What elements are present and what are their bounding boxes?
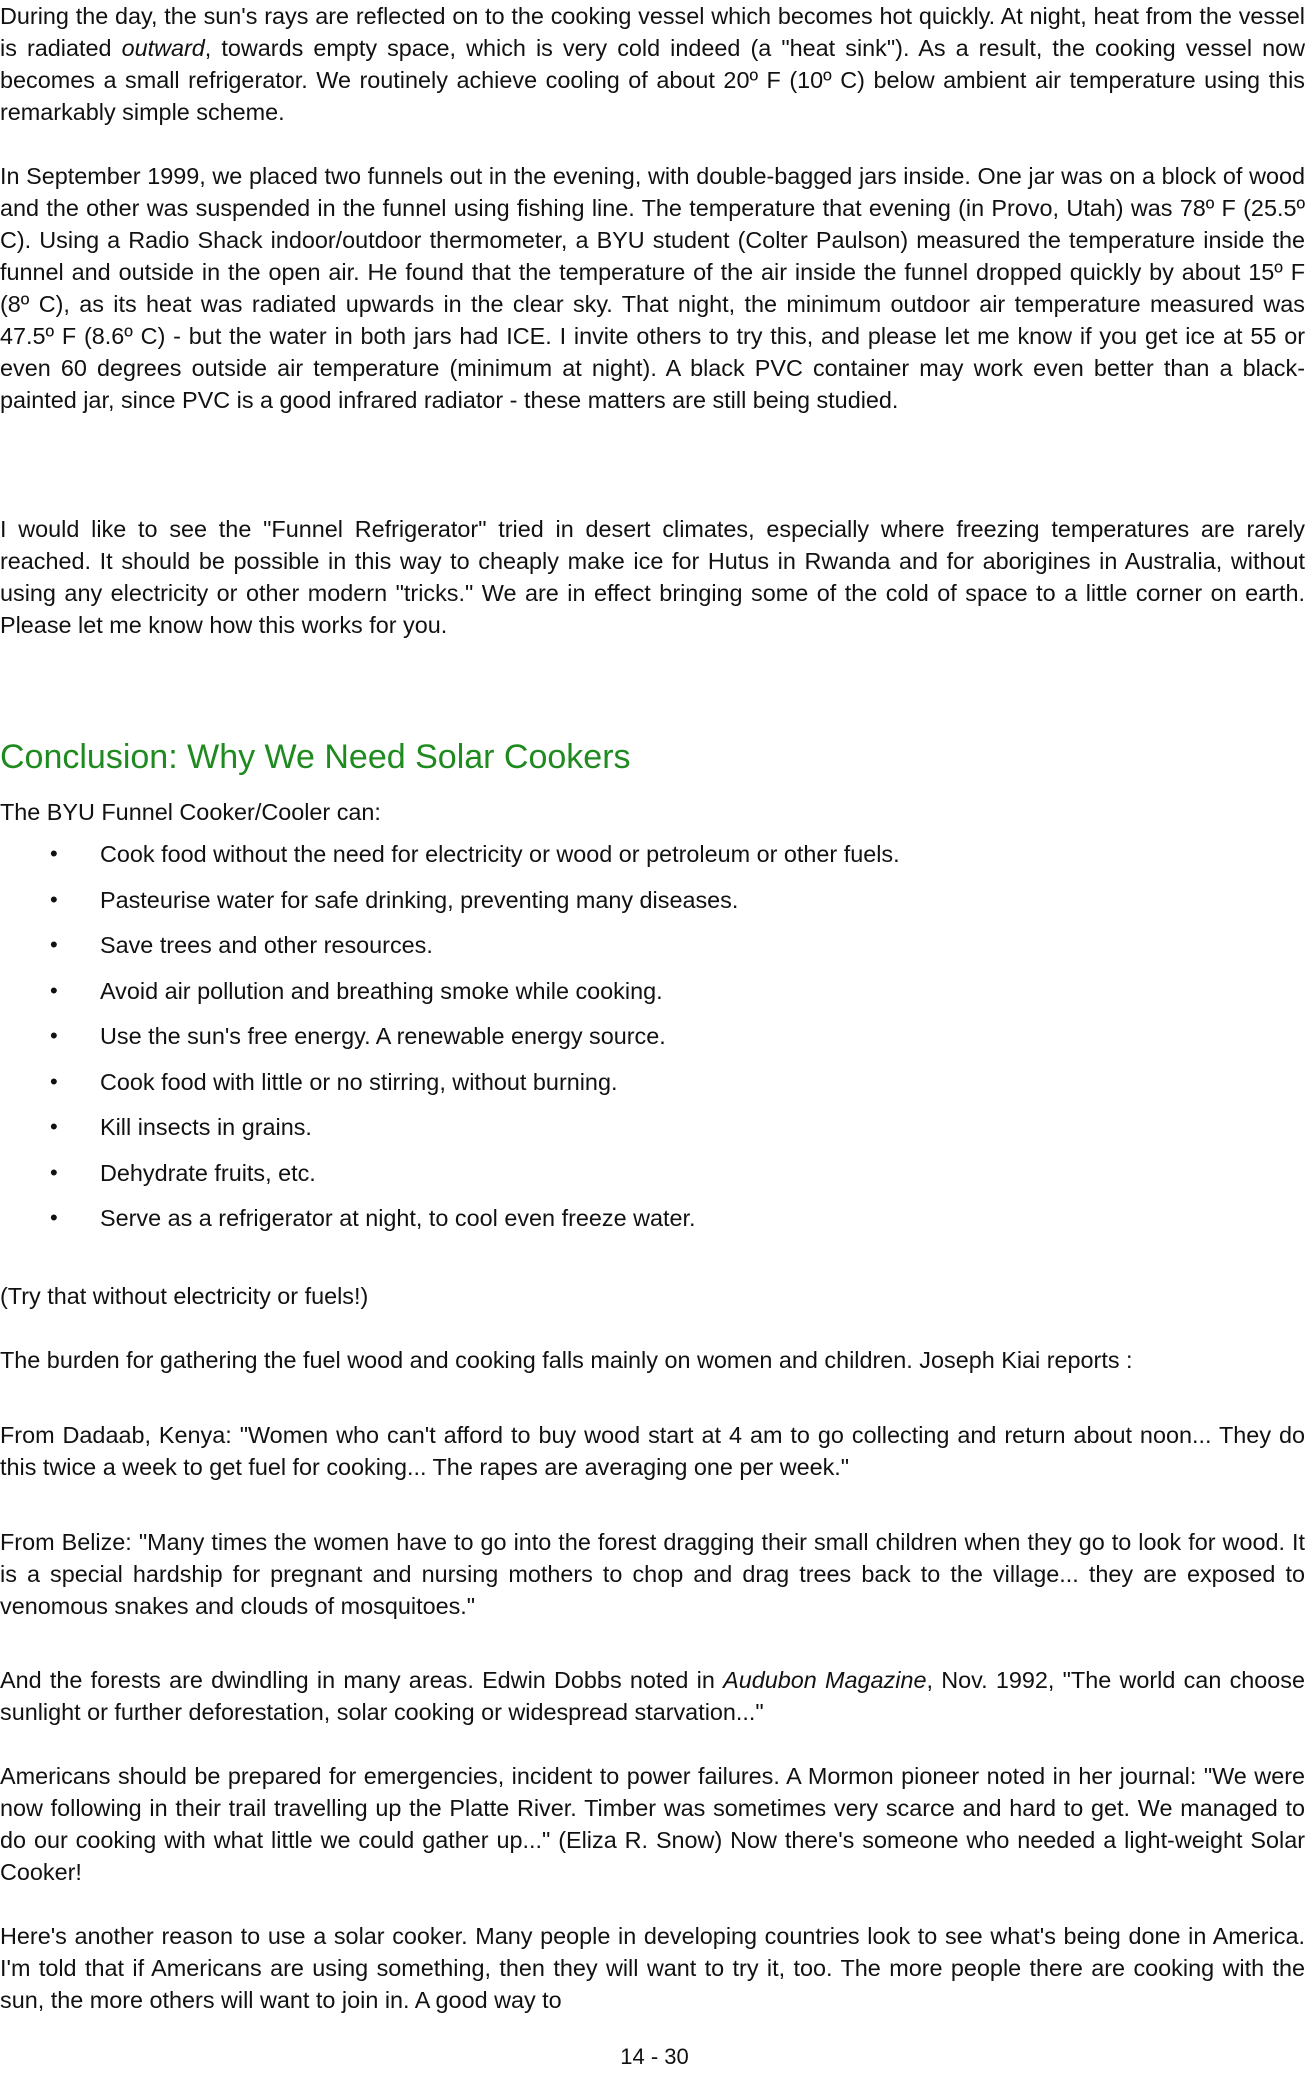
list-item-text: Kill insects in grains. [100,1114,312,1140]
emphasis-text: outward [121,35,205,61]
section-heading: Conclusion: Why We Need Solar Cookers [0,738,631,776]
paragraph-try-that: (Try that without electricity or fuels!) [0,1283,369,1309]
list-item-text: Cook food with little or no stirring, without burning. [100,1068,618,1095]
bullet-icon: • [50,977,58,1003]
bullet-icon: • [50,841,58,866]
paragraph-americans: Americans should be prepared for emergencies, incident to power failures. A Mormon pioneer noted in her journal: "We were now following in their trail travelling up the Platte River. Timber was sometimes very scarce and hard to get. We managed to do our cooking with what little we could gather up..." (Eliza R. Snow) Now there's someone who needed a light-weight Solar Cooker! [0,1763,1305,1885]
paragraph-funnel-refrigerator: I would like to see the "Funnel Refrigerator" tried in desert climates, especially where freezing temperatures are rarely reached. It should be possible in this way to cheaply make ice for Hutus in Rwanda and for aborigines in Australia, without using any electricity or other modern "tricks." We are in effect bringing some of the cold of space to a little corner on earth. Please let me know how this works for you. [0,516,1305,638]
page-number: 14 - 30 [620,2044,689,2069]
list-item-text: Save trees and other resources. [100,932,433,958]
bullet-icon: • [50,1114,58,1139]
paragraph-text: , towards empty space, which is very cold indeed (a "heat sink"). As a result, the cooking vessel now becomes a small refrigerator. We routinely achieve cooling of about 20º F (10º C) below ambient air temperature using this remarkably simple scheme. [0,35,1305,125]
list-item-text: Cook food without the need for electricity or wood or petroleum or other fuels. [100,841,900,867]
bullet-icon: • [50,1068,58,1094]
bullet-icon: • [50,932,58,957]
bullet-icon: • [50,1159,58,1185]
bullet-icon: • [50,1023,58,1048]
list-item-text: Pasteurise water for safe drinking, preventing many diseases. [100,886,739,913]
paragraph-text: And the forests are dwindling in many areas. Edwin Dobbs noted in [0,1667,724,1693]
paragraph-text: , Nov. 1992, "The world can choose sunlight or further deforestation, solar cooking or widespread starvation..." [0,1667,1305,1725]
list-item-text: Use the sun's free energy. A renewable energy source. [100,1023,666,1049]
list-item-text: Avoid air pollution and breathing smoke while cooking. [100,977,663,1004]
quote-dadaab: From Dadaab, Kenya: "Women who can't afford to buy wood start at 4 am to go collecting and return about noon... They do this twice a week to get fuel for cooking... The rapes are averaging one per week." [0,1422,1305,1480]
paragraph-burden: The burden for gathering the fuel wood and cooking falls mainly on women and children. Joseph Kiai reports : [0,1347,1133,1373]
list-item-text: Dehydrate fruits, etc. [100,1159,316,1186]
quote-belize: From Belize: "Many times the women have to go into the forest dragging their small children when they go to look for wood. It is a special hardship for pregnant and nursing mothers to chop and drag trees back to the village... they are exposed to venomous snakes and clouds of mosquitoes." [0,1529,1305,1619]
magazine-title: Audubon Magazine [723,1667,927,1693]
paragraph-experiment: In September 1999, we placed two funnels out in the evening, with double-bagged jars inside. One jar was on a block of wood and the other was suspended in the funnel using fishing line. The temperature that evening (in Provo, Utah) was 78º F (25.5º C). Using a Radio Shack indoor/outdoor thermometer, a BYU student (Colter Paulson) measured the temperature inside the funnel and outside in the open air. He found that the temperature of the air inside the funnel dropped quickly by about 15º F (8º C), as its heat was radiated upwards in the clear sky. That night, the minimum outdoor air temperature measured was 47.5º F (8.6º C) - but the water in both jars had ICE. I invite others to try this, and please let me know if you get ice at 55 or even 60 degrees outside air temperature (minimum at night). A black PVC container may work even better than a black-painted jar, since PVC is a good infrared radiator - these matters are still being studied. [0,163,1305,413]
paragraph-text: During the day, the sun's rays are reflected on to the cooking vessel which becomes hot quickly. At night, heat from the vessel is radiated [0,3,1305,61]
bullet-icon: • [50,1205,58,1230]
paragraph-heat-sink [0,0,1305,128]
bullet-icon: • [50,886,58,912]
paragraph-forests [0,1664,1305,1728]
list-item-text: Serve as a refrigerator at night, to cool even freeze water. [100,1205,696,1231]
list-intro: The BYU Funnel Cooker/Cooler can: [0,799,381,825]
paragraph-another-reason: Here's another reason to use a solar cooker. Many people in developing countries look to see what's being done in America. I'm told that if Americans are using something, then they will want to try it, too. The more people there are cooking with the sun, the more others will want to join in. A good way to [0,1923,1305,2013]
